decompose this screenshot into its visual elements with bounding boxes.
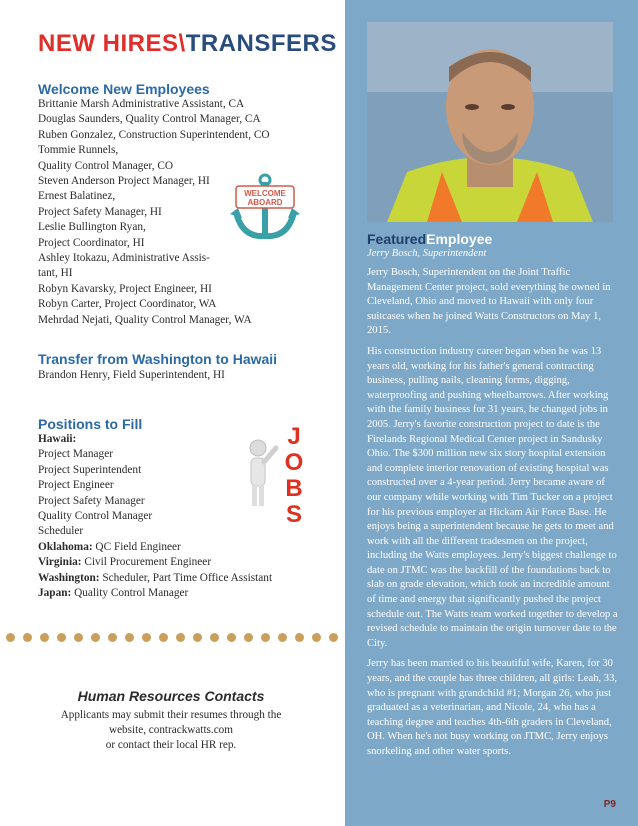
svg-text:B: B xyxy=(285,475,303,502)
featured-title xyxy=(367,231,492,247)
transfer-line: Brandon Henry, Field Superintendent, HI xyxy=(38,369,225,381)
featured-subtitle: Jerry Bosch, Superintendent xyxy=(367,248,487,259)
hawaii-label: Hawaii: xyxy=(38,433,77,445)
welcome-list-item: Quality Control Manager, CO xyxy=(38,159,174,172)
position-state-text: Scheduler, Part Time Office Assistant xyxy=(99,571,273,584)
divider-dot xyxy=(57,633,66,642)
position-item: Project Engineer xyxy=(38,479,114,492)
hr-line-2: website, contrackwatts.com xyxy=(109,724,233,736)
employee-photo xyxy=(367,22,613,222)
position-state-line xyxy=(38,555,308,570)
transfer-section-title: Transfer from Washington to Hawaii xyxy=(38,351,278,367)
featured-paragraph-2: His construction industry career began when he was 13 years old, working for his father's general contracting business, pulling nails, cleaning forms, digging, waterproofing and pushing wheelbarrows. After working with the family business for 31 years, he changed jobs in 2005. Jerry's favorite construction project to date is the Firelands Regional Medical Center project in Sandusky Ohio. The $300 million new six story hospital extension and complete interior renovation of existing hospital was constructed over a 4-year period. Jerry became aware of our company while working with Tim Tucker on a project for his previous employer at Hickam Air Force Base. He enjoys being a superintendent because he gets to meet and work with all the different tradesmen on the project, including the Watts employees. Jerry's biggest challenge to date on JTMC was the backfill of the foundations back to slab on grade elevation, which took an incredible amount of time and energy that significantly pushed the project schedule out. The Watts team worked together to develop a revised schedule to maintain the origin turnover date to the City. xyxy=(367,345,618,649)
divider-dot xyxy=(108,633,117,642)
divider-dot xyxy=(244,633,253,642)
welcome-list-item: Project Safety Manager, HI xyxy=(38,205,162,218)
welcome-list-item: Douglas Saunders, Quality Control Manager, CA xyxy=(38,113,261,126)
hr-contacts xyxy=(38,688,304,753)
position-item: Project Manager xyxy=(38,448,113,461)
hr-title: Human Resources Contacts xyxy=(77,688,265,704)
position-item: Quality Control Manager xyxy=(38,510,153,523)
divider-dot xyxy=(176,633,185,642)
featured-paragraph-1: Jerry Bosch, Superintendent on the Joint Traffic Management Center project, sold everything he owned in Cleveland, Ohio and moved to Hawaii with only four suitcases when he joined Watts Constructors on May 1, 2015. xyxy=(367,267,611,337)
position-item: Project Safety Manager xyxy=(38,494,145,507)
position-state-label: Virginia: xyxy=(38,556,82,569)
welcome-section-title: Welcome New Employees xyxy=(38,81,210,97)
position-state-text: QC Field Engineer xyxy=(92,540,181,553)
hr-line-1: Applicants may submit their resumes through the xyxy=(60,709,282,721)
divider-dot xyxy=(40,633,49,642)
page-headline xyxy=(38,30,337,58)
position-state-line xyxy=(38,540,308,555)
welcome-list-item: Mehrdad Nejati, Quality Control Manager, WA xyxy=(38,313,252,326)
position-state-line xyxy=(38,586,308,601)
welcome-aboard-anchor-icon xyxy=(228,172,302,246)
page-number: P9 xyxy=(603,799,616,810)
position-item: Project Superintendent xyxy=(38,463,142,476)
welcome-graphic-line1: WELCOME xyxy=(244,189,286,198)
welcome-list-item: Robyn Kavarsky, Project Engineer, HI xyxy=(38,282,212,295)
svg-text:J: J xyxy=(287,423,301,450)
featured-employee-panel xyxy=(345,0,638,826)
welcome-list-item: Robyn Carter, Project Coordinator, WA xyxy=(38,298,217,311)
divider-dot xyxy=(278,633,287,642)
jobs-figure-icon xyxy=(242,418,312,524)
position-item: Scheduler xyxy=(38,525,84,538)
svg-text:O: O xyxy=(284,449,304,476)
welcome-list-item: Ruben Gonzalez, Construction Superintendent, CO xyxy=(38,128,270,141)
position-state-line xyxy=(38,571,308,586)
divider-dot xyxy=(312,633,321,642)
welcome-list-item: Tommie Runnels, xyxy=(38,144,119,157)
welcome-list-item: Project Coordinator, HI xyxy=(38,236,145,249)
divider-dot xyxy=(261,633,270,642)
divider-dot xyxy=(159,633,168,642)
transfer-list xyxy=(38,368,308,383)
featured-title-part2: Employee xyxy=(426,231,493,247)
dotted-divider xyxy=(0,633,345,645)
welcome-list-item: Steven Anderson Project Manager, HI xyxy=(38,175,210,188)
positions-section-title: Positions to Fill xyxy=(38,416,143,432)
divider-dot xyxy=(227,633,236,642)
welcome-list-item: Ashley Itokazu, Administrative Assis- xyxy=(38,252,210,265)
welcome-list-item: Ernest Balatinez, xyxy=(38,190,116,203)
welcome-list-item: Leslie Bullington Ryan, xyxy=(38,221,146,234)
headline-separator: \ xyxy=(178,30,186,57)
divider-dot xyxy=(210,633,219,642)
divider-dot xyxy=(193,633,202,642)
position-state-label: Oklahoma: xyxy=(38,540,93,553)
divider-dot xyxy=(125,633,134,642)
welcome-graphic-line2: ABOARD xyxy=(247,198,283,207)
position-state-text: Civil Procurement Engineer xyxy=(81,556,212,569)
featured-paragraph-3: Jerry has been married to his beautiful wife, Karen, for 30 years, and the couple has three children, all girls: Leah, 33, who is pregnant with grandchild #1; Morgan 26, who just graduated as a veterinarian, and Nicole, 24, who has a teaching degree and teaches 4th-6th graders in Cleveland, OH. When he's not busy working on JTMC, Jerry enjoys snorkeling and other water sports. xyxy=(367,658,618,757)
position-state-label: Japan: xyxy=(38,587,72,600)
divider-dot xyxy=(6,633,15,642)
divider-dot xyxy=(23,633,32,642)
svg-text:S: S xyxy=(285,501,303,524)
divider-dot xyxy=(74,633,83,642)
welcome-list-item: tant, HI xyxy=(38,267,73,280)
featured-title-part1: Featured xyxy=(367,231,427,247)
divider-dot xyxy=(329,633,338,642)
headline-transfers: TRANSFERS xyxy=(185,30,337,57)
headline-new-hires: NEW HIRES xyxy=(38,30,179,57)
featured-body xyxy=(367,266,619,766)
divider-dot xyxy=(91,633,100,642)
welcome-list-item: Brittanie Marsh Administrative Assistant, CA xyxy=(38,98,245,110)
divider-dot xyxy=(142,633,151,642)
position-state-text: Quality Control Manager xyxy=(71,587,189,600)
position-state-label: Washington: xyxy=(38,571,100,584)
hr-line-3: or contact their local HR rep. xyxy=(105,739,237,751)
divider-dot xyxy=(295,633,304,642)
